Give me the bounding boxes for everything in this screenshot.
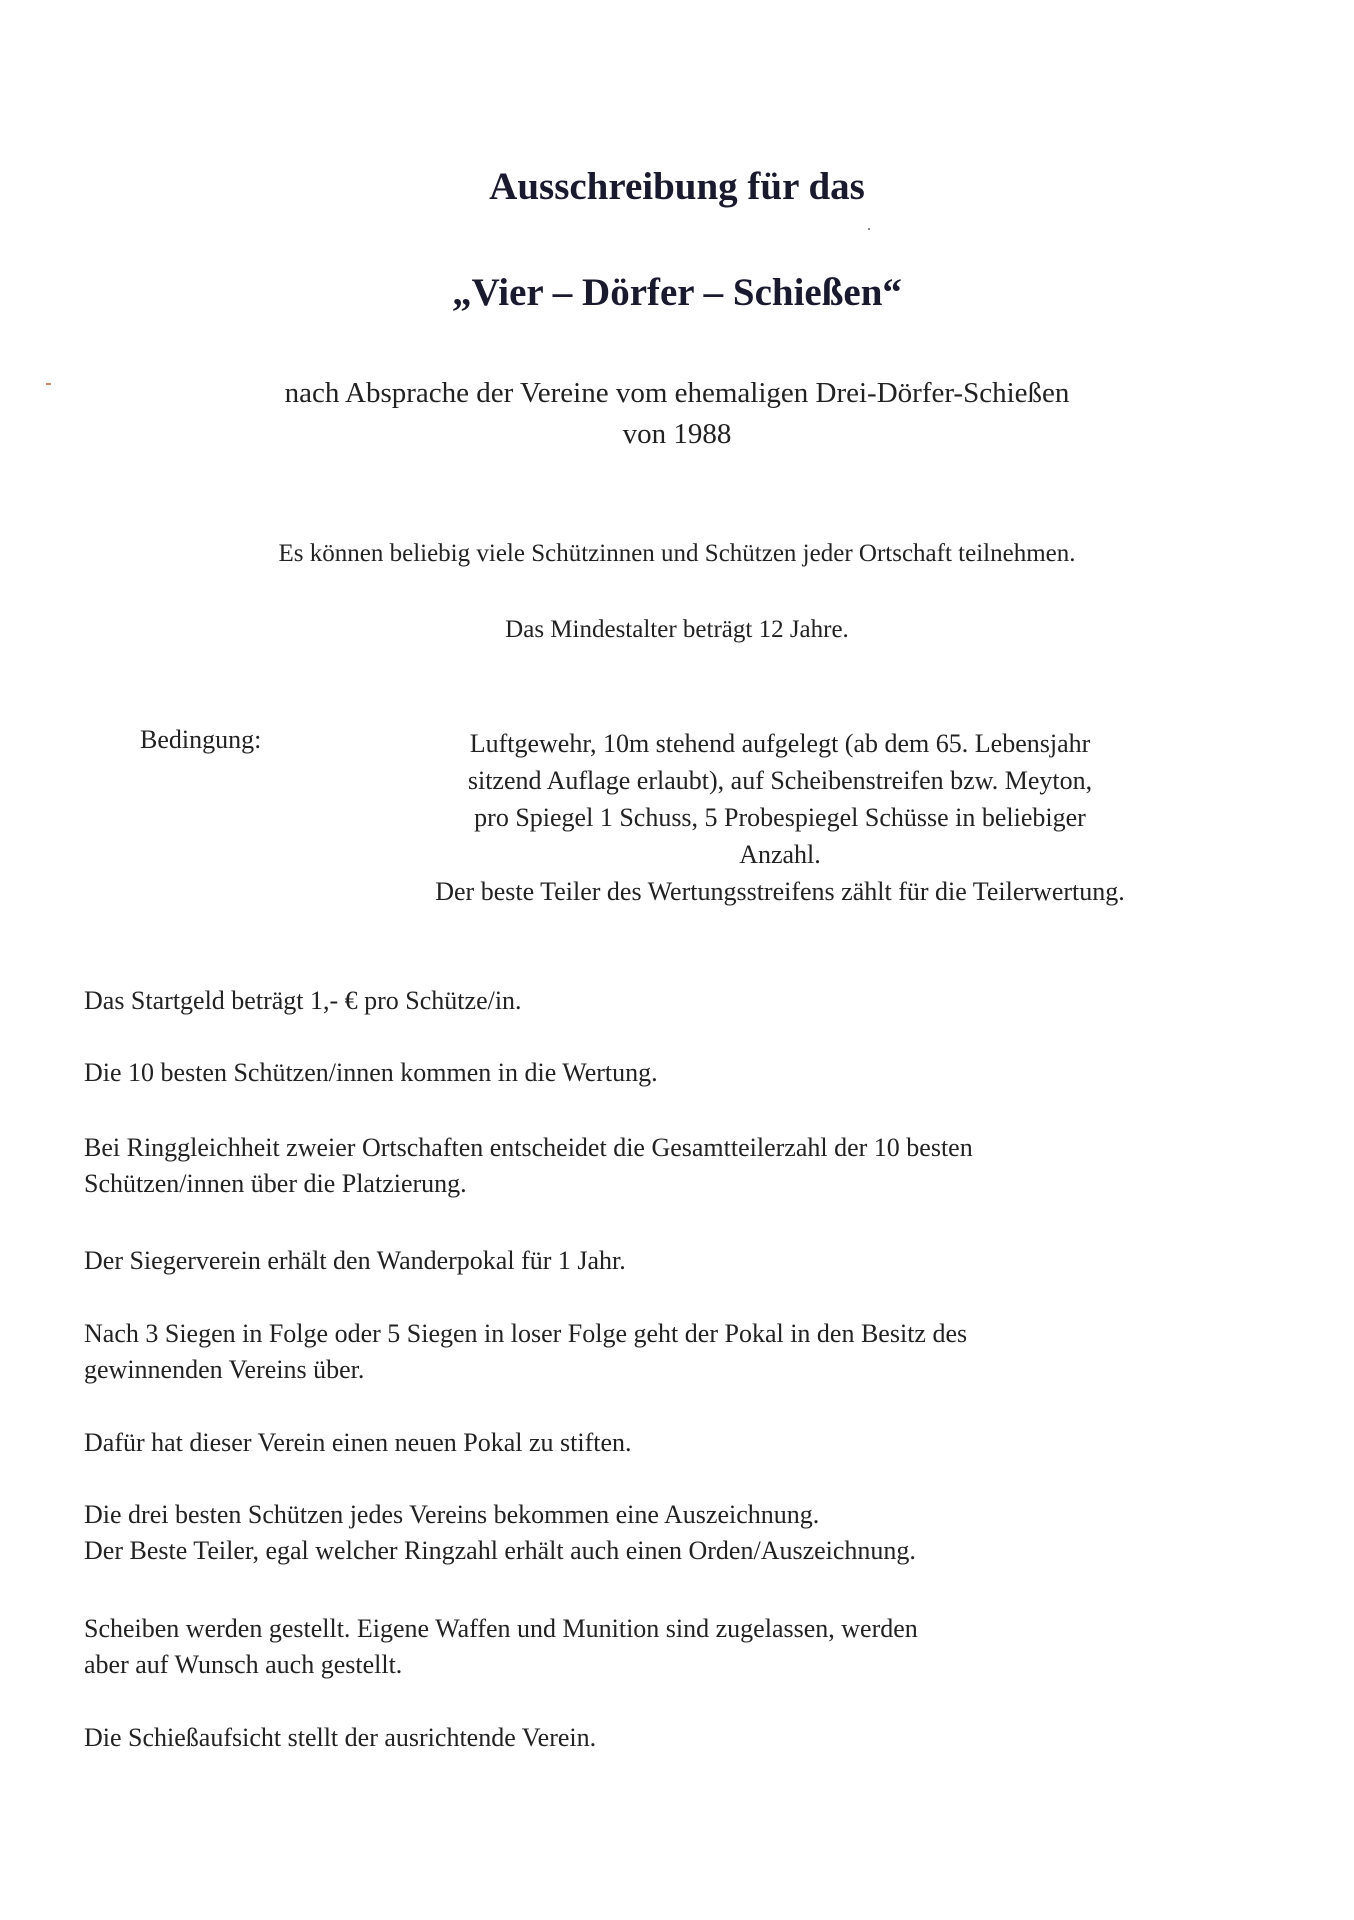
condition-line: Der beste Teiler des Wertungsstreifens zählt für die Teilerwertung. [435,877,1125,906]
condition-line: sitzend Auflage erlaubt), auf Scheibenstreifen bzw. Meyton, [467,766,1093,795]
rule-line: Die drei besten Schützen jedes Vereins bekommen eine Auszeichnung. [84,1500,820,1529]
condition-label: Bedingung: [140,725,262,754]
subtitle [0,373,1354,455]
rule-paragraph [84,1130,1224,1202]
rule-line: Nach 3 Siegen in Folge oder 5 Siegen in loser Folge geht der Pokal in den Besitz des [84,1319,968,1348]
rule-line: Scheiben werden gestellt. Eigene Waffen und Munition sind zugelassen, werden [84,1614,918,1643]
document-title: Ausschreibung für das [489,165,865,208]
rule-line: gewinnenden Vereins über. [84,1355,365,1384]
event-name: „Vier – Dörfer – Schießen“ [452,271,902,314]
rule-line: Die Schießaufsicht stellt der ausrichtende Verein. [84,1723,597,1752]
rule-paragraph [84,983,1224,1019]
condition-block [330,725,1230,910]
rule-paragraph [84,1497,1224,1569]
rule-paragraph [84,1720,1224,1756]
rule-paragraph [84,1055,1224,1091]
rule-line: aber auf Wunsch auch gestellt. [84,1650,403,1679]
rule-paragraph [84,1425,1224,1461]
rule-line: Dafür hat dieser Verein einen neuen Pokal zu stiften. [84,1428,632,1457]
condition-line: Anzahl. [739,840,821,869]
rule-paragraph [84,1243,1224,1279]
rule-line: Der Beste Teiler, egal welcher Ringzahl erhält auch einen Orden/Auszeichnung. [84,1536,916,1565]
subtitle-line: von 1988 [622,418,732,450]
participants-text: Es können beliebig viele Schützinnen und Schützen jeder Ortschaft teilnehmen. [278,540,1076,567]
subtitle-line: nach Absprache der Vereine vom ehemaligen Drei-Dörfer-Schießen [284,377,1070,409]
rule-line: Das Startgeld beträgt 1,- € pro Schütze/in. [84,986,522,1015]
scan-dot [868,228,870,230]
condition-line: pro Spiegel 1 Schuss, 5 Probespiegel Schüsse in beliebiger [474,803,1086,832]
rule-paragraph [84,1316,1224,1388]
rule-line: Die 10 besten Schützen/innen kommen in die Wertung. [84,1058,658,1087]
min-age-text: Das Mindestalter beträgt 12 Jahre. [505,616,849,643]
rule-line: Der Siegerverein erhält den Wanderpokal für 1 Jahr. [84,1246,626,1275]
rule-line: Schützen/innen über die Platzierung. [84,1169,467,1198]
condition-line: Luftgewehr, 10m stehend aufgelegt (ab dem 65. Lebensjahr [469,729,1091,758]
rule-paragraph [84,1611,1224,1683]
rule-line: Bei Ringgleichheit zweier Ortschaften entscheidet die Gesamtteilerzahl der 10 besten [84,1133,973,1162]
